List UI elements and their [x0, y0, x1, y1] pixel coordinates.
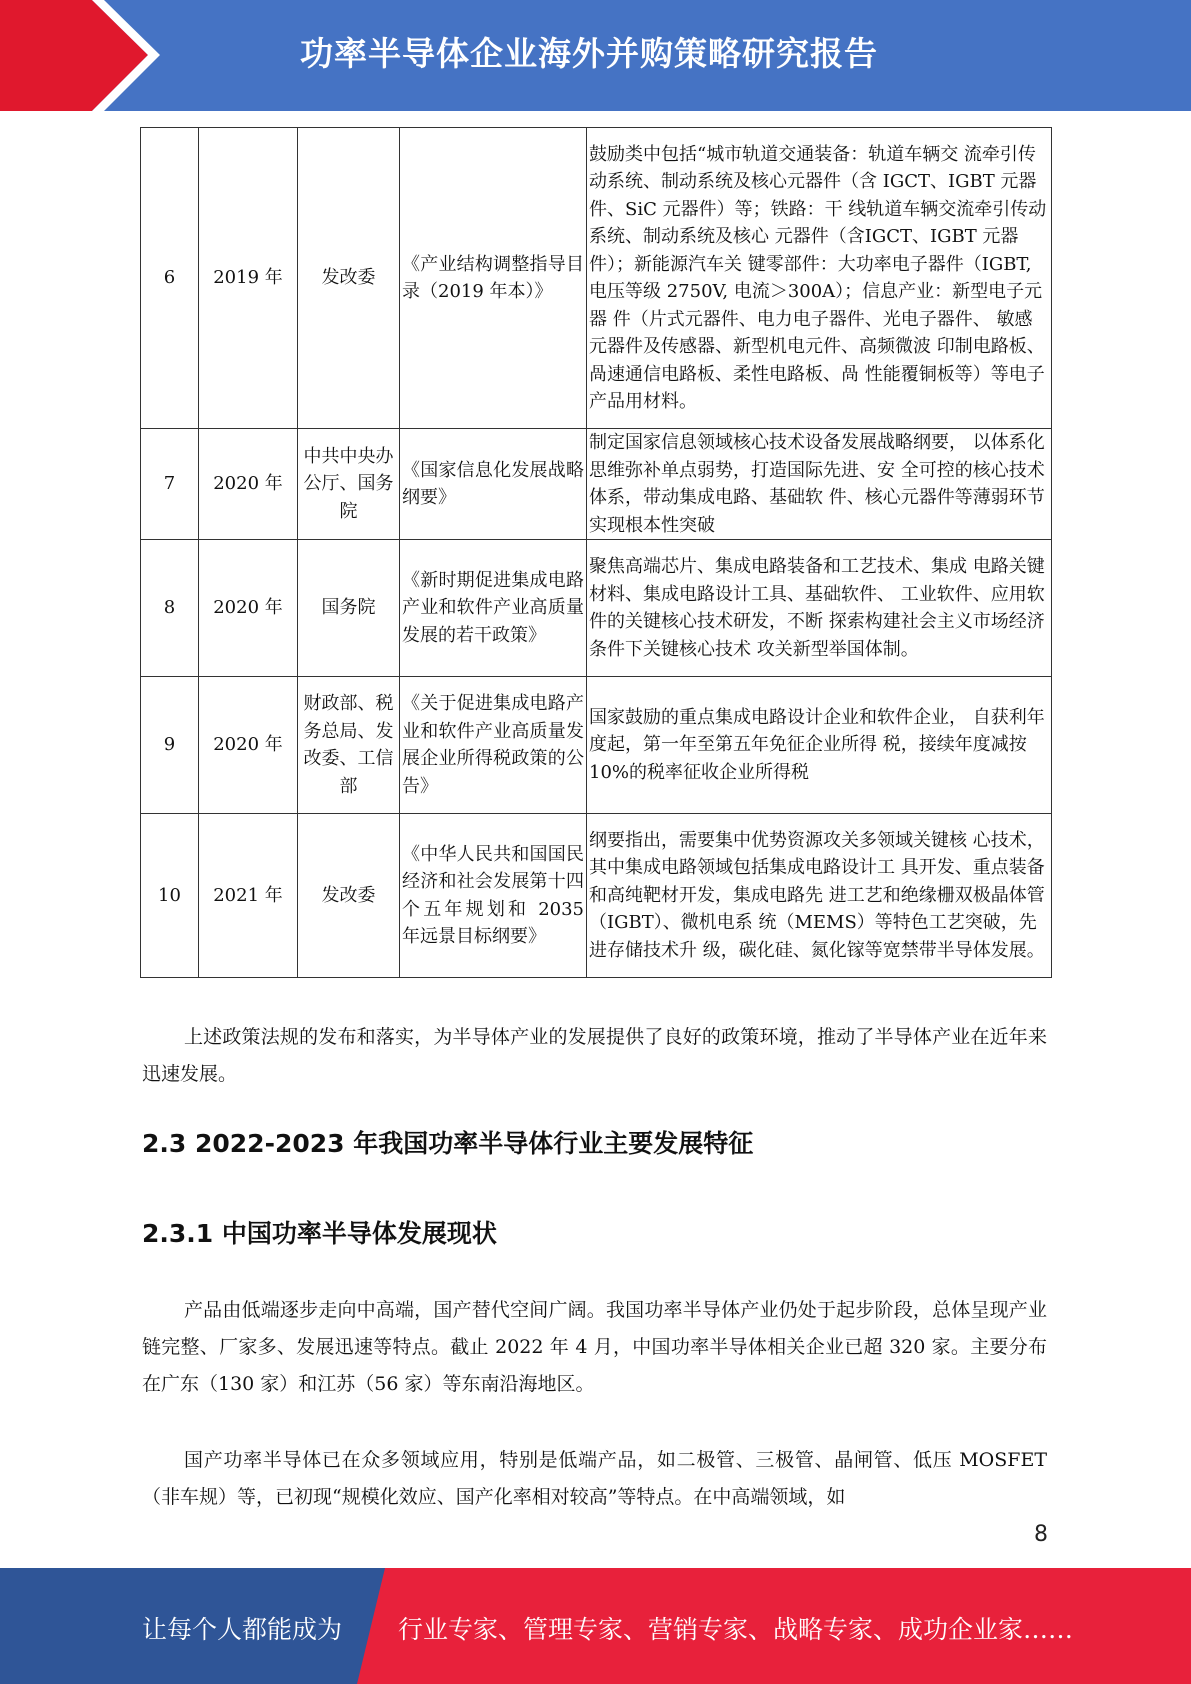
row-document: 《中华人民共和国国民经济和社会发展第十四个五年规划和 2035 年远景目标纲要》: [400, 814, 587, 978]
header-chevron-decoration: [0, 0, 160, 111]
row-organization: 国务院: [298, 540, 400, 677]
row-organization: 财政部、税务总局、发改委、工信部: [298, 677, 400, 814]
paragraph-domestic-application: 国产功率半导体已在众多领域应用，特别是低端产品，如二极管、三极管、晶闸管、低压 MOSFET（非车规）等，已初现“规模化效应、国产化率相对较高”等特点。在中高端领域，如: [142, 1449, 1047, 1508]
row-description: 国家鼓励的重点集成电路设计企业和软件企业， 自获利年度起，第一年至第五年免征企业所得 税，接续年度减按 10%的税率征收企业所得税: [587, 677, 1052, 814]
row-document: 《产业结构调整指导目录（2019 年本）》: [400, 128, 587, 429]
paragraph-policy-summary: 上述政策法规的发布和落实，为半导体产业的发展提供了良好的政策环境，推动了半导体产业在近年来迅速发展。: [142, 1026, 1047, 1085]
row-organization: 发改委: [298, 814, 400, 978]
table-row: [141, 429, 1052, 540]
row-document: 《新时期促进集成电路产业和软件产业高质量发展的若干政策》: [400, 540, 587, 677]
row-description: 纲要指出，需要集中优势资源攻关多领域关键核 心技术，其中集成电路领域包括集成电路设计工 具开发、重点装备和高纯靶材开发，集成电路先 进工艺和绝缘栅双极晶体管（IGBT）、微机电系 统（MEMS）等特色工艺突破，先进存储技术升 级，碳化硅、氮化镓等宽禁带半导体发展。: [587, 814, 1052, 978]
section-heading-2-3: 2.3 2022-2023 年我国功率半导体行业主要发展特征: [142, 1129, 754, 1158]
row-document: 《关于促进集成电路产业和软件产业高质量发展企业所得税政策的公告》: [400, 677, 587, 814]
row-description: 制定国家信息领域核心技术设备发展战略纲要， 以体系化思维弥补单点弱势，打造国际先进、安 全可控的核心技术体系，带动集成电路、基础软 件、核心元器件等薄弱环节实现根本性突破: [587, 429, 1052, 540]
row-number: 7: [141, 429, 199, 540]
policy-table: [140, 127, 1052, 978]
paragraph-development-status: 产品由低端逐步走向中高端，国产替代空间广阔。我国功率半导体产业仍处于起步阶段，总体呈现产业链完整、厂家多、发展迅速等特点。截止 2022 年 4 月，中国功率半导体相关企业已超 320 家。主要分布在广东（130 家）和江苏（56 家）等东南沿海地区。: [142, 1299, 1047, 1395]
table-row: [141, 814, 1052, 978]
page-header: [0, 0, 1191, 111]
row-year: 2020 年: [199, 429, 298, 540]
row-number: 10: [141, 814, 199, 978]
row-number: 6: [141, 128, 199, 429]
page-footer: [0, 1568, 1191, 1684]
section-heading-2-3-1: 2.3.1 中国功率半导体发展现状: [142, 1219, 497, 1248]
report-title: 功率半导体企业海外并购策略研究报告: [300, 34, 878, 73]
row-organization: 中共中央办公厅、国务院: [298, 429, 400, 540]
row-description: 聚焦高端芯片、集成电路装备和工艺技术、集成 电路关键材料、集成电路设计工具、基础软件、 工业软件、应用软件的关键核心技术研发，不断 探索构建社会主义市场经济条件下关键核心技术 攻关新型举国体制。: [587, 540, 1052, 677]
page-number: 8: [1034, 1522, 1048, 1547]
row-number: 9: [141, 677, 199, 814]
table-row: [141, 677, 1052, 814]
table-row: [141, 540, 1052, 677]
row-document: 《国家信息化发展战略纲要》: [400, 429, 587, 540]
row-year: 2021 年: [199, 814, 298, 978]
table-row: [141, 128, 1052, 429]
row-year: 2020 年: [199, 540, 298, 677]
row-number: 8: [141, 540, 199, 677]
row-description: 鼓励类中包括“城市轨道交通装备：轨道车辆交 流牵引传动系统、制动系统及核心元器件（含 IGCT、IGBT 元器件、SiC 元器件）等；铁路：干 线轨道车辆交流牵引传动系统、制动系统及核心 元器件（含IGCT、IGBT 元器件）；新能源汽车关 键零部件：大功率电子器件（IGBT, 电压等级 2750V, 电流＞300A）；信息产业：新型电子元器 件（片式元器件、电力电子器件、光电子器件、 敏感元器件及传感器、新型机电元件、高频微波 印制电路板、咼速通信电路板、柔性电路板、咼 性能覆铜板等）等电子产品用材料。: [587, 128, 1052, 429]
row-organization: 发改委: [298, 128, 400, 429]
footer-slogan-roles: 行业专家、管理专家、营销专家、战略专家、成功企业家……: [398, 1615, 1074, 1644]
row-year: 2020 年: [199, 677, 298, 814]
row-year: 2019 年: [199, 128, 298, 429]
footer-slogan-lead: 让每个人都能成为: [142, 1615, 343, 1644]
